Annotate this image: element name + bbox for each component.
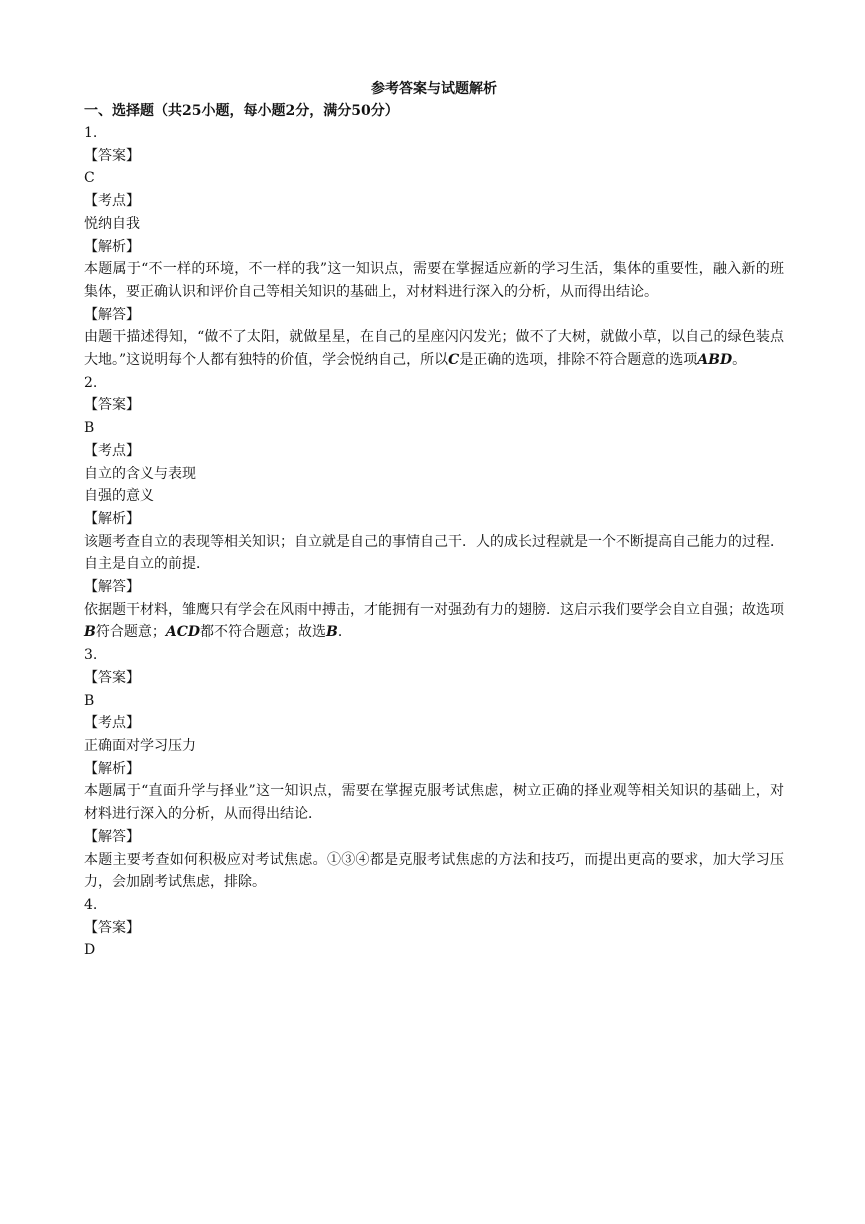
answer-value: B [84,420,95,437]
question-2 [84,372,784,644]
option-math: ACD [165,624,200,641]
question-number: 1. [84,125,98,141]
solution-label: 【解答】 [84,828,140,845]
analysis-text: 本题属于“不一样的环境，不一样的我”这一知识点，需要在掌握适应新的学习生活，集体的重要性，融入新的班集体，要正确认识和评价自己等相关知识的基础上，对材料进行深入的分析，从而得出结论。 [84,261,784,300]
answer-label: 【答案】 [84,669,140,686]
answer-label: 【答案】 [84,397,140,414]
point-item: 悦纳自我 [84,215,140,232]
point-label: 【考点】 [84,193,140,210]
analysis-label: 【解析】 [84,238,140,255]
answer-label: 【答案】 [84,147,140,164]
analysis-text: 该题考查自立的表现等相关知识；自立就是自己的事情自己干．人的成长过程就是一个不断提高自己能力的过程．自主是自立的前提． [84,533,784,573]
question-number: 4. [84,896,98,913]
answer-value: D [84,942,96,959]
question-3 [84,644,784,894]
option-math: C [448,352,460,369]
option-math: B [326,624,338,641]
solution-text: 依据题干材料，雏鹰只有学会在风雨中搏击，才能拥有一对强劲有力的翅膀．这启示我们要学会自立自强；故选项B符合题意；ACD都不符合题意；故选B． [84,601,784,641]
solution-text: 本题主要考查如何积极应对考试焦虑。①③④都是克服考试焦虑的方法和技巧，而提出更高的要求，加大学习压力，会加剧考试焦虑，排除。 [84,851,784,891]
question-number: 2. [84,374,98,391]
question-4 [84,894,784,962]
solution-text: 由题干描述得知，“做不了太阳，就做星星，在自己的星座闪闪发光；做不了大树，就做小草，以自己的绿色装点大地。”这说明每个人都有独特的价值，学会悦纳自己，所以C是正确的选项，排除不符合题意的选项ABD。 [84,329,784,369]
analysis-label: 【解析】 [84,760,140,777]
section-heading: 一、选择题（共25小题，每小题2分，满分50分） [84,103,399,119]
point-label: 【考点】 [84,442,140,459]
solution-label: 【解答】 [84,579,140,596]
answer-label: 【答案】 [84,919,140,936]
point-label: 【考点】 [84,715,140,732]
answer-value: B [84,692,95,709]
point-item: 正确面对学习压力 [84,737,196,754]
point-item: 自强的意义 [84,488,154,505]
analysis-label: 【解析】 [84,510,140,527]
answer-document [84,78,784,962]
point-item: 自立的含义与表现 [84,465,196,482]
question-1 [84,122,784,372]
question-number: 3. [84,647,98,664]
analysis-text: 本题属于“直面升学与择业”这一知识点，需要在掌握克服考试焦虑，树立正确的择业观等相关知识的基础上，对材料进行深入的分析，从而得出结论． [84,783,784,823]
page-title: 参考答案与试题解析 [371,81,497,97]
answer-value: C [84,170,95,187]
option-math: B [84,624,96,641]
option-math: ABD [697,352,733,369]
solution-label: 【解答】 [84,306,140,323]
